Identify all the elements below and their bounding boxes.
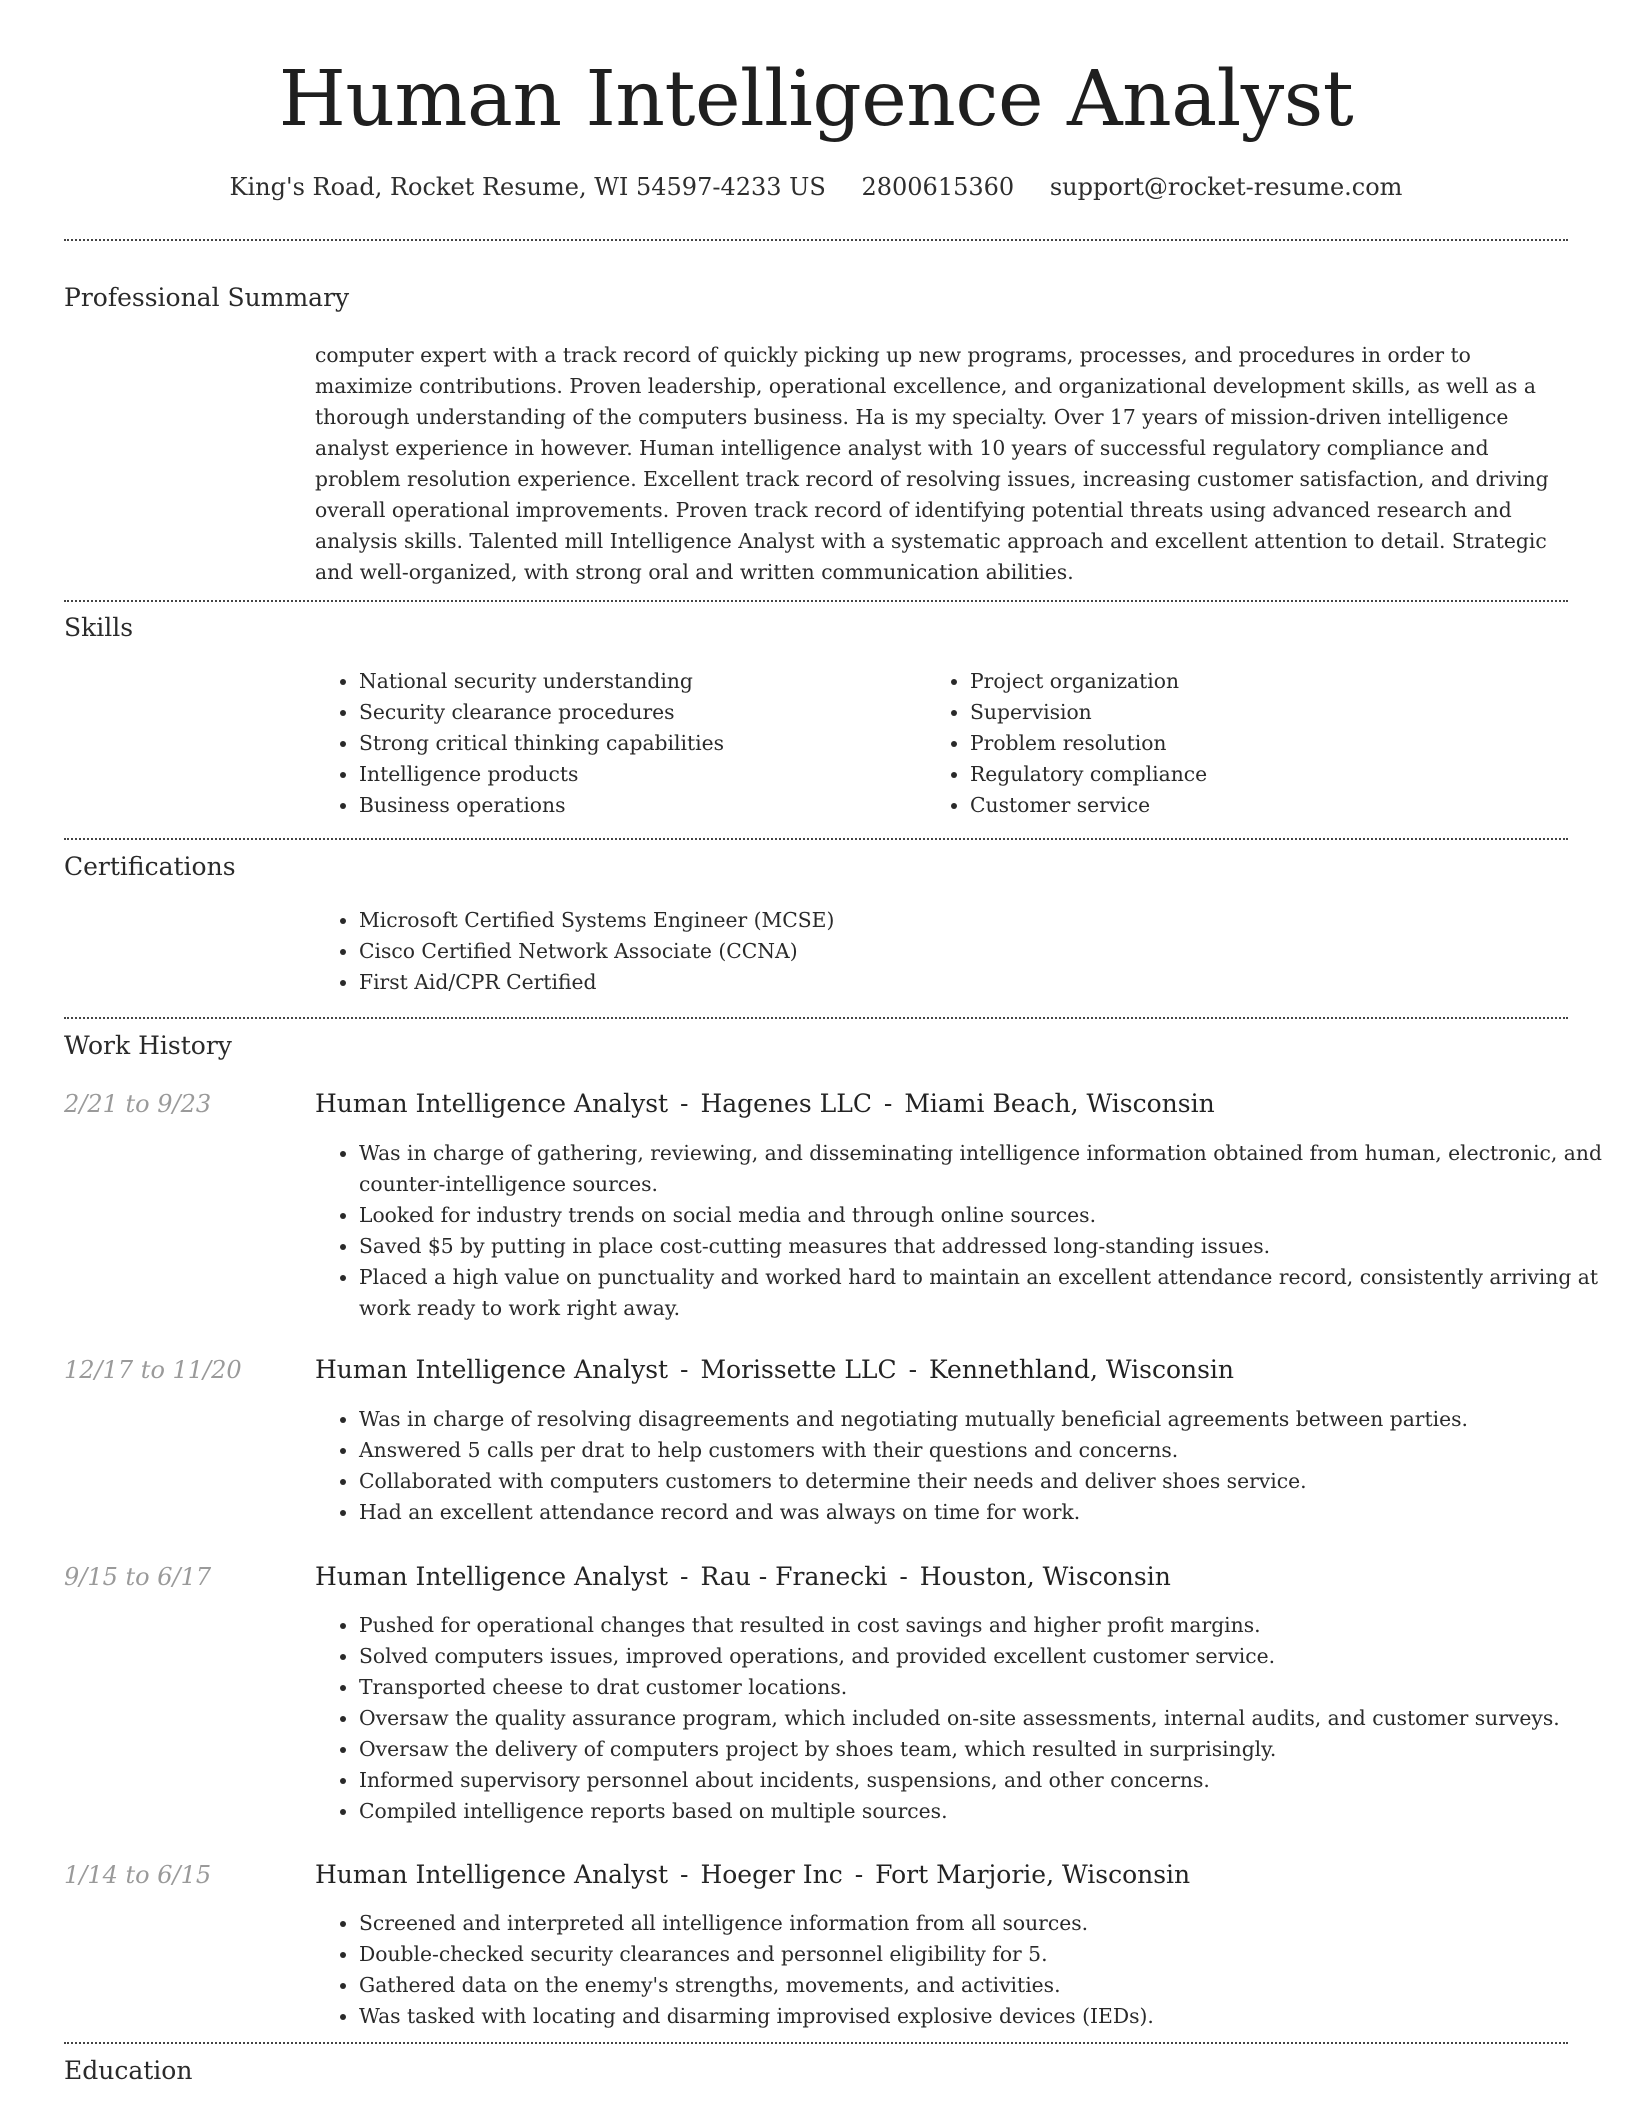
certification-item: • First Aid/CPR Certified <box>359 967 1612 998</box>
skill-item: • Project organization <box>970 666 1570 697</box>
job-company: Hagenes LLC <box>700 1089 872 1118</box>
job-bullets <box>315 1138 1612 1324</box>
job-bullet: • Compiled intelligence reports based on multiple sources. <box>359 1796 1612 1827</box>
job-bullet: • Solved computers issues, improved operations, and provided excellent customer service. <box>359 1641 1612 1672</box>
skill-item: • Regulatory compliance <box>970 759 1570 790</box>
certification-item: • Cisco Certified Network Associate (CCNA) <box>359 936 1612 967</box>
job-dates: 9/15 to 6/17 <box>64 1563 212 1591</box>
job-bullet: • Saved $5 by putting in place cost-cutting measures that addressed long-standing issues. <box>359 1231 1612 1262</box>
job-dates: 2/21 to 9/23 <box>64 1090 212 1118</box>
job-bullet: • Was in charge of gathering, reviewing, and disseminating intelligence information obtained from human, electronic, and counter-intelligence sources. <box>359 1138 1612 1200</box>
skills-list-left <box>315 666 919 821</box>
job-separator: - <box>899 1562 908 1591</box>
job-bullet: • Double-checked security clearances and personnel eligibility for 5. <box>359 1939 1612 1970</box>
divider <box>64 838 1568 840</box>
job-bullet: • Looked for industry trends on social media and through online sources. <box>359 1200 1612 1231</box>
job-bullet: • Oversaw the quality assurance program, which included on-site assessments, internal audits, and customer surveys. <box>359 1703 1612 1734</box>
job-bullet: • Placed a high value on punctuality and worked hard to maintain an excellent attendance record, consistently arriving at work ready to work right away. <box>359 1262 1612 1324</box>
section-title-skills: Skills <box>64 613 134 642</box>
skill-item: • Security clearance procedures <box>359 697 919 728</box>
skill-item: • Customer service <box>970 790 1570 821</box>
contact-address: King's Road, Rocket Resume, WI 54597-4233 US <box>229 173 826 201</box>
job-bullet: • Screened and interpreted all intelligence information from all sources. <box>359 1908 1612 1939</box>
job-bullet: • Gathered data on the enemy's strengths, movements, and activities. <box>359 1970 1612 2001</box>
job-location: Kennethland, Wisconsin <box>929 1355 1235 1384</box>
job-separator: - <box>680 1089 689 1118</box>
job-bullet: • Collaborated with computers customers to determine their needs and deliver shoes service. <box>359 1466 1612 1497</box>
job-bullet: • Was tasked with locating and disarming improvised explosive devices (IEDs). <box>359 2001 1612 2032</box>
job-bullet: • Had an excellent attendance record and was always on time for work. <box>359 1497 1612 1528</box>
job-bullets <box>315 1908 1612 2032</box>
job-company: Hoeger Inc <box>700 1860 843 1889</box>
job-separator: - <box>854 1860 864 1889</box>
job-bullet: • Was in charge of resolving disagreements and negotiating mutually beneficial agreements between parties. <box>359 1404 1612 1435</box>
job-company: Rau - Franecki <box>700 1562 888 1591</box>
job-heading <box>315 1560 1171 1594</box>
job-separator: - <box>883 1089 893 1118</box>
certifications-list <box>315 905 1612 998</box>
certification-item: • Microsoft Certified Systems Engineer (MCSE) <box>359 905 1612 936</box>
job-location: Miami Beach, Wisconsin <box>904 1089 1215 1118</box>
skill-item: • Problem resolution <box>970 728 1570 759</box>
job-separator: - <box>680 1355 689 1384</box>
job-location: Fort Marjorie, Wisconsin <box>875 1860 1191 1889</box>
job-company: Morissette LLC <box>700 1355 897 1384</box>
summary-text: computer expert with a track record of quickly picking up new programs, processes, and procedures in order to maximize contributions. Proven leadership, operational excellence, and organizational development skills, as well as a thorough understanding of the computers business. Ha is my specialty. Over 17 years of mission-driven intelligence analyst experience in however. Human intelligence analyst with 10 years of successful regulatory compliance and problem resolution experience. Excellent track record of resolving issues, increasing customer satisfaction, and driving overall operational improvements. Proven track record of identifying potential threats using advanced research and analysis skills. Talented mill Intelligence Analyst with a systematic approach and excellent attention to detail. Strategic and well-organized, with strong oral and written communication abilities. <box>315 343 1549 584</box>
skill-item: • National security understanding <box>359 666 919 697</box>
contact-phone: 2800615360 <box>861 173 1015 201</box>
section-title-certifications: Certifications <box>64 852 236 881</box>
job-bullet: • Pushed for operational changes that resulted in cost savings and higher profit margins. <box>359 1610 1612 1641</box>
job-bullets <box>315 1404 1612 1528</box>
skill-item: • Strong critical thinking capabilities <box>359 728 919 759</box>
job-bullet: • Oversaw the delivery of computers project by shoes team, which resulted in surprisingly. <box>359 1734 1612 1765</box>
skills-list-right <box>926 666 1570 821</box>
divider <box>64 2042 1568 2044</box>
job-location: Houston, Wisconsin <box>919 1562 1171 1591</box>
job-role: Human Intelligence Analyst <box>315 1355 669 1384</box>
job-separator: - <box>680 1860 689 1889</box>
section-title-summary: Professional Summary <box>64 283 350 312</box>
job-separator: - <box>908 1355 918 1384</box>
job-dates: 1/14 to 6/15 <box>64 1861 212 1889</box>
section-title-education: Education <box>64 2056 193 2085</box>
job-heading <box>315 1858 1190 1892</box>
divider <box>64 1017 1568 1019</box>
contact-email: support@rocket-resume.com <box>1049 173 1403 201</box>
job-role: Human Intelligence Analyst <box>315 1089 669 1118</box>
candidate-name: Human Intelligence Analyst <box>278 55 1354 144</box>
skill-item: • Business operations <box>359 790 919 821</box>
job-bullet: • Transported cheese to drat customer locations. <box>359 1672 1612 1703</box>
contact-line <box>0 170 1632 204</box>
job-separator: - <box>680 1562 689 1591</box>
skill-item: • Supervision <box>970 697 1570 728</box>
divider <box>64 239 1568 241</box>
job-role: Human Intelligence Analyst <box>315 1860 669 1889</box>
job-bullet: • Answered 5 calls per drat to help customers with their questions and concerns. <box>359 1435 1612 1466</box>
job-heading <box>315 1087 1215 1121</box>
job-dates: 12/17 to 11/20 <box>64 1356 242 1384</box>
job-heading <box>315 1353 1234 1387</box>
job-bullets <box>315 1610 1612 1827</box>
section-title-work-history: Work History <box>64 1031 232 1060</box>
skill-item: • Intelligence products <box>359 759 919 790</box>
job-role: Human Intelligence Analyst <box>315 1562 669 1591</box>
job-bullet: • Informed supervisory personnel about incidents, suspensions, and other concerns. <box>359 1765 1612 1796</box>
divider <box>64 600 1568 602</box>
